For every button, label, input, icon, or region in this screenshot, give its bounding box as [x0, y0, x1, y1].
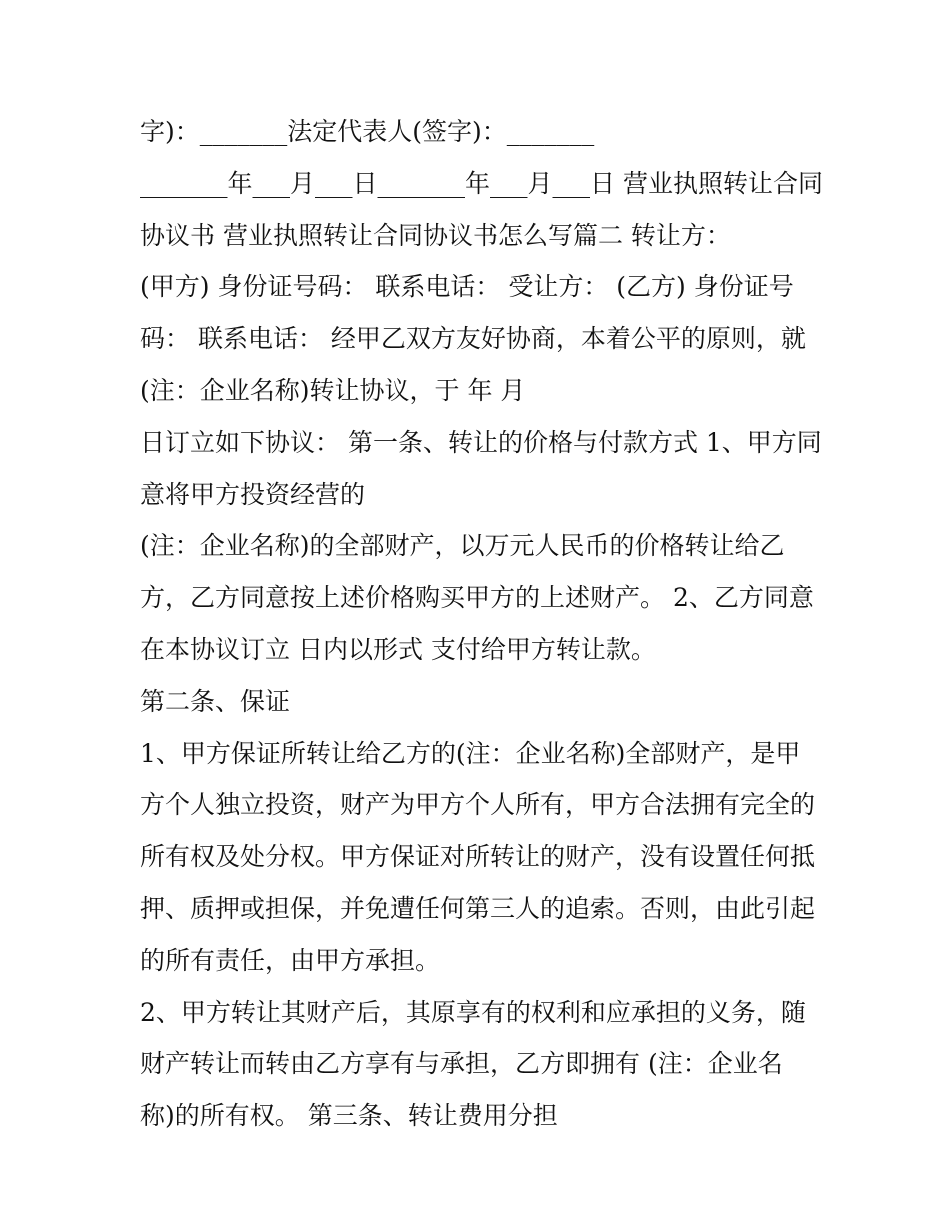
text-line: 在本协议订立 日内以形式 支付给甲方转让款。 — [140, 634, 656, 664]
text-line: 码： 联系电话： 经甲乙双方友好协商，本着公平的原则，就 — [140, 324, 806, 354]
text-line: 日订立如下协议： 第一条、转让的价格与付款方式 1、甲方同 — [140, 427, 822, 457]
text-line: (注：企业名称)转让协议，于 年 月 — [140, 375, 526, 405]
text-line: 意将甲方投资经营的 — [140, 479, 366, 509]
text-line: (注：企业名称)的全部财产，以万元人民币的价格转让给乙 — [140, 531, 785, 561]
text-line: (甲方) 身份证号码： 联系电话： 受让方： (乙方) 身份证号 — [140, 272, 794, 302]
text-line: 字)：_______法定代表人(签字)：_______ — [140, 117, 595, 146]
section-heading: 第二条、保证 — [140, 686, 291, 716]
text-line: 所有权及处分权。甲方保证对所转让的财产，没有设置任何抵 — [140, 842, 816, 872]
text-line: 称)的所有权。 第三条、转让费用分担 — [140, 1101, 558, 1131]
document-body — [140, 106, 823, 1142]
text-line: 方个人独立投资，财产为甲方个人所有，甲方合法拥有完全的 — [140, 790, 816, 820]
text-line: 的所有责任，由甲方承担。 — [140, 945, 441, 975]
text-line: _______年___月___日_______年___月___日 营业执照转让合同 — [140, 168, 823, 198]
text-line: 押、质押或担保，并免遭任何第三人的追索。否则，由此引起 — [140, 893, 816, 923]
text-line: 协议书 营业执照转让合同协议书怎么写篇二 转让方： — [140, 220, 731, 250]
text-line: 财产转让而转由乙方享有与承担，乙方即拥有 (注：企业名 — [140, 1049, 783, 1079]
text-line: 2、甲方转让其财产后，其原享有的权利和应承担的义务，随 — [140, 997, 806, 1027]
text-line: 1、甲方保证所转让给乙方的(注：企业名称)全部财产，是甲 — [140, 738, 801, 768]
text-line: 方，乙方同意按上述价格购买甲方的上述财产。 2、乙方同意 — [140, 583, 814, 613]
